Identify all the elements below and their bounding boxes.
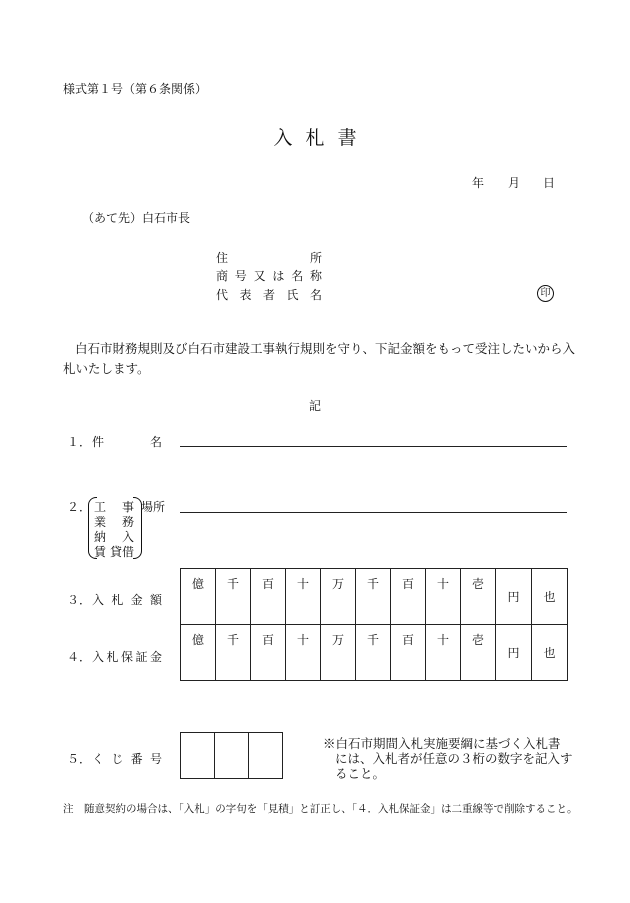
deposit-digit-cell[interactable]: 十 (286, 625, 321, 681)
deposit-unit-yen: 円 (496, 625, 532, 681)
ki-heading: 記 (308, 399, 321, 413)
applicant-representative-label: 代 表 者 氏 名 (216, 288, 322, 302)
lottery-digit-box[interactable] (215, 733, 249, 779)
bid-unit-yen: 円 (496, 569, 532, 625)
lottery-note: ※白石市期間入札実施要綱に基づく入札書 には、入札者が任意の３桁の数字を記入す ること。 (323, 736, 573, 781)
addressee: （あて先）白石市長 (82, 211, 191, 225)
deposit-digit-cell[interactable]: 壱 (461, 625, 496, 681)
date-month: 月 (508, 176, 521, 190)
deposit-digit-cell[interactable]: 十 (426, 625, 461, 681)
bid-digit-cell[interactable]: 十 (286, 569, 321, 625)
amount-grid (180, 568, 568, 681)
deposit-digit-cell[interactable]: 千 (216, 625, 251, 681)
deposit-unit-nari: 也 (532, 625, 568, 681)
bid-digit-cell[interactable]: 千 (356, 569, 391, 625)
deposit-digit-cell[interactable]: 百 (391, 625, 426, 681)
bracket-row-nonyu: 納 入 (94, 530, 134, 544)
deposit-digit-cell[interactable]: 千 (356, 625, 391, 681)
deposit-digit-cell[interactable]: 億 (181, 625, 216, 681)
item1-name-line[interactable] (180, 446, 567, 447)
item3-number: ３． (67, 593, 92, 607)
lottery-number-boxes (180, 732, 283, 779)
deposit-digit-cell[interactable]: 百 (251, 625, 286, 681)
item1-label: 件 名 (92, 435, 162, 449)
bid-digit-cell[interactable]: 万 (321, 569, 356, 625)
item2-number: ２． (67, 500, 92, 514)
bracket-row-gyomu: 業 務 (94, 515, 134, 529)
lottery-digit-box[interactable] (181, 733, 215, 779)
declaration-text: 白石市財務規則及び白石市建設工事執行規則を守り、下記金額をもって受注したいから入札いたします。 (63, 341, 576, 376)
date-year: 年 (472, 176, 485, 190)
deposit-amount-row (181, 625, 568, 681)
bracket-row-chintaishaku: 賃 貸借 (94, 545, 134, 559)
item3-label: 入 札 金 額 (92, 593, 162, 607)
bid-digit-cell[interactable]: 十 (426, 569, 461, 625)
bid-digit-cell[interactable]: 千 (216, 569, 251, 625)
applicant-address-label: 住 所 (216, 251, 322, 265)
seal-mark-icon: 印 (537, 285, 554, 302)
bracket-row-koji: 工 事 (94, 500, 134, 514)
bid-amount-row (181, 569, 568, 625)
item5-number: ５． (67, 752, 92, 766)
applicant-company-label: 商 号 又 は 名 称 (216, 269, 322, 283)
document-title: 入札書 (273, 127, 370, 149)
lottery-digit-box[interactable] (249, 733, 283, 779)
deposit-digit-cell[interactable]: 万 (321, 625, 356, 681)
bid-digit-cell[interactable]: 壱 (461, 569, 496, 625)
bid-digit-cell[interactable]: 億 (181, 569, 216, 625)
item5-label: く じ 番 号 (92, 752, 162, 766)
form-number: 様式第１号（第６条関係） (63, 82, 208, 96)
item4-label: 入 札 保 証 金 (92, 650, 162, 664)
bid-digit-cell[interactable]: 百 (391, 569, 426, 625)
bid-digit-cell[interactable]: 百 (251, 569, 286, 625)
item4-number: ４． (67, 650, 92, 664)
footnote: 注 随意契約の場合は、「入札」の字句を「見積」と訂正し、「４．入札保証金」は二重線等で削除すること。 (63, 803, 578, 815)
item2-place-line[interactable] (180, 512, 567, 513)
date-day: 日 (543, 176, 556, 190)
bid-unit-nari: 也 (532, 569, 568, 625)
item1-number: １． (67, 435, 92, 449)
item2-place-suffix: 場所 (141, 500, 166, 514)
